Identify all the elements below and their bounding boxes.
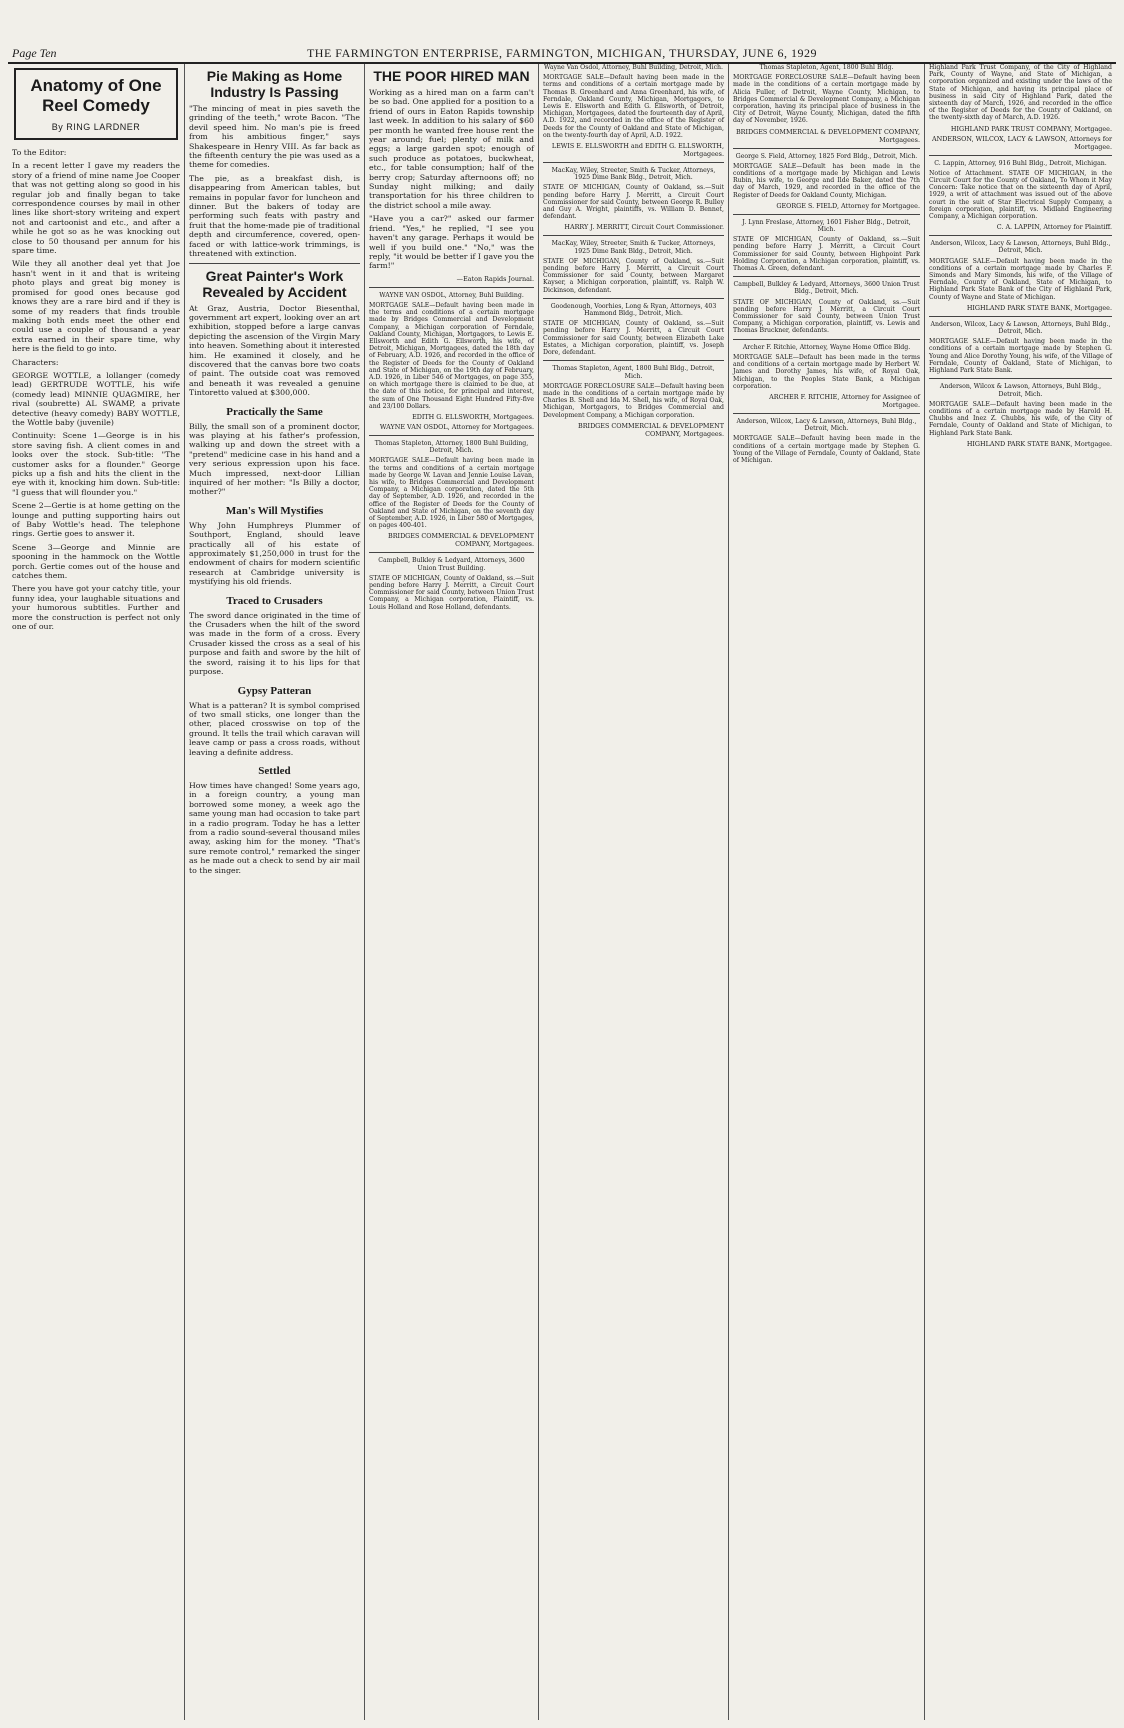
subhead: Gypsy Patteran <box>237 684 312 697</box>
legal-signature: HIGHLAND PARK STATE BANK, Mortgagee. <box>966 439 1112 448</box>
legal-signature: GEORGE S. FIELD, Attorney for Mortgagee. <box>776 201 920 210</box>
subhead: Traced to Crusaders <box>226 594 323 607</box>
legal-notice: MORTGAGE SALE—Default having been made in the conditions of a certain mortgage made by Stephen G. Young of the Village of Ferndale, County of Oakland, State of Michigan. <box>733 435 920 464</box>
paragraph: There you have got your catchy title, your funny idea, your laughable situations and your humorous subtitles. Further and more the construction is perfect not only one of our. <box>12 584 180 632</box>
paragraph: Why John Humphreys Plummer of Southport, England, should leave practically all of his estate of approximately $1,250,000 in trust for the endowment of chairs for modern scientific research at Cambridge university is mystifying his old friends. <box>189 520 360 587</box>
legal-signature: LEWIS E. ELLSWORTH and EDITH G. ELLSWORTH, Mortgagees. <box>551 142 724 159</box>
headline: Pie Making as Home Industry Is Passing <box>206 68 343 100</box>
legal-notice: MORTGAGE SALE—Default having been made in the conditions of a certain mortgage made by Stephen G. Young and Alice Dorothy Young, his wife, of the Village of Ferndale, County of Oakland, State of Michigan, to Highland Park State Bank. <box>929 338 1112 375</box>
legal-notice-heading: Anderson, Wilcox & Lawson, Attorneys, Buhl Bldg., Detroit, Mich. <box>939 383 1102 398</box>
divider <box>929 155 1112 156</box>
legal-signature: EDITH G. ELLSWORTH, Mortgagees. <box>412 412 534 421</box>
divider <box>543 235 724 236</box>
legal-notice: MORTGAGE FORECLOSURE SALE—Default having been made in the conditions of a certain mortgage made by Alicia Fuller, of Detroit, Wayne County, Michigan, to Bridges Commercial & Development Company, a Michigan corporation, having its principal place of business in the City of Detroit, Wayne County, Michigan, dated the fifth day of November, 1926. <box>733 74 920 125</box>
divider <box>929 235 1112 236</box>
column-2 <box>184 64 364 1720</box>
paragraph: "The mincing of meat in pies saveth the grinding of the teeth," wrote Bacon. "The devil speed him. No man's pie is freed from his ambitious finger," says Shakespeare in Henry VIII. As far back as the fifteenth century the pie was used as a theme for comedies. <box>189 104 360 170</box>
headline: THE POOR HIRED MAN <box>373 68 530 84</box>
paragraph: Billy, the small son of a prominent doctor, was playing at his father's profession, walking up and down the street with a "pretend" medicine case in his hand and a very serious expression upon his face. Much impressed, next-door Lillian inquired of her mother: "Is Billy a doctor, mother?" <box>189 421 360 497</box>
legal-notice-heading: George S. Field, Attorney, 1825 Ford Bldg., Detroit, Mich. <box>735 152 918 160</box>
paragraph: Wile they all another deal yet that Joe hasn't went in it and that is writeing photo plays and great big money is promised for good ones because god knows they are a rare bird and if they is some of my readers that finds trouble making both ends meet the other end could use a couple of thousand a year extra earned in their spare time, why here is the field to go into. <box>12 259 180 354</box>
paragraph: Scene 3—George and Minnie are spooning in the hammock on the Wottle porch. Gertie comes out of the house and catches them. <box>12 542 180 581</box>
legal-notice: STATE OF MICHIGAN, County of Oakland, ss.—Suit pending before Harry J. Merritt, a Circuit Court Commissioner for said County, between Margaret Kayser, a Michigan corporation, plaintiff, vs. Ralph W. Dickinson, defendant. <box>543 257 724 294</box>
legal-signature: HARRY J. MERRITT, Circuit Court Commissioner. <box>564 223 724 232</box>
legal-notice-heading: J. Lynn Freslase, Attorney, 1601 Fisher Bldg., Detroit, Mich. <box>742 218 911 234</box>
legal-notice: Notice of Attachment. STATE OF MICHIGAN, in the Circuit Court for the County of Oakland, To Whom it May Concern: Take notice that on the sixteenth day of April, 1929, a writ of attachment was issued out of the above court in the suit of Star Electrical Supply Company, a foreign corporation, plaintiff, vs. Midland Engineering Company, a Michigan corporation. <box>929 169 1112 221</box>
subhead: Settled <box>258 764 291 777</box>
legal-notice-heading: Thomas Stapleton, Agent, 1800 Buhl Bldg., Detroit, Mich. <box>552 365 715 380</box>
legal-notice: STATE OF MICHIGAN, County of Oakland, ss.—Suit pending before Harry J. Merritt, a Circuit Court Commissioner for said County, between Union Trust Company, a Michigan corporation, plaintiff, vs. Lewis and Thomas Bruckner, defendants. <box>733 298 920 335</box>
column-4 <box>538 64 728 1720</box>
legal-notice-heading: Anderson, Wilcox, Lacy & Lawson, Attorneys, Buhl Bldg., Detroit, Mich. <box>930 320 1111 336</box>
divider <box>733 148 920 149</box>
divider <box>543 162 724 163</box>
legal-signature: BRIDGES COMMERCIAL & DEVELOPMENT COMPANY, Mortgagees. <box>388 532 534 549</box>
legal-notice-heading: Archer F. Ritchie, Attorney, Wayne Home Office Bldg. <box>742 343 911 351</box>
paragraph: The pie, as a breakfast dish, is disappearing from American tables, but remains in popular favor for luncheon and dinner. But the bakers of today are performing such feats with pastry and fruit that the home-made pie of traditional depth and circumference, covered, open-faced or with lattice-work trimmings, is threatened with extinction. <box>189 173 360 259</box>
legal-notice: STATE OF MICHIGAN, County of Oakland, ss.—Suit pending before Harry J. Merritt, a Circuit Court Commissioner for said County, between George R. Bulley and Guy A. Wright, plaintiffs, vs. William D. Bennet, defendant. <box>543 184 724 221</box>
legal-notice-heading: MacKay, Wiley, Streeter, Smith & Tucker, Attorneys, 1925 Dime Bank Bldg., Detroit, Mich. <box>551 167 716 182</box>
legal-signature: HIGHLAND PARK TRUST COMPANY, Mortgagee. <box>950 124 1112 133</box>
legal-notice: Highland Park Trust Company, of the City of Highland Park, County of Wayne, and State of Michigan, a corporation organized and existing under the laws of the State of Michigan, and having its principal place of business in said City of Highland Park, dated the sixteenth day of March, 1926, and recorded in the office of the Register of Deeds for the County of Oakland, on the twenty-sixth day of March, A.D. 1926. <box>929 64 1112 122</box>
legal-signature: C. A. LAPPIN, Attorney for Plaintiff. <box>996 223 1112 232</box>
legal-notice: MORTGAGE SALE—Default having been made in the conditions of a certain mortgage made by Harold H. Chubbs and Inez Z. Chubbs, his wife, of the City of Ferndale, County of Oakland and State of Michigan, to Highland Park State Bank. <box>929 400 1112 437</box>
legal-notice: MORTGAGE SALE—Default having been made in the terms and conditions of a certain mortgage made by George W. Lavan and Jennie Louise Lavan, his wife, to Bridges Commercial and Development Company, a Michigan corporation, dated the 5th day of September, A.D. 1926, and recorded in the office of the Register of Deeds for the County of Oakland and State of Michigan, on the seventh day of September, A.D. 1926, in Liber 580 of Mortgages, on pages 400-401. <box>369 457 534 530</box>
paragraph: Continuity: Scene 1—George is in his store saving fish. A client comes in and looks over the stock. Sub-title: "The customer asks for a flounder." George picks up a fish and hits the client in the eye with it, knocking him down. Sub-title: "I guess that will flounder you." <box>12 431 180 497</box>
legal-notice-heading: Campbell, Bulkley & Ledyard, Attorneys, 3600 Union Trust Building. <box>378 557 525 572</box>
masthead <box>8 40 1116 64</box>
article-title-box <box>14 68 178 140</box>
legal-signature: BRIDGES COMMERCIAL & DEVELOPMENT COMPANY, Mortgagees. <box>735 127 920 144</box>
divider <box>733 276 920 277</box>
paragraph: "Have you a car?" asked our farmer friend. "Yes," he replied, "I see you haven't any garage. Perhaps it would be well if you build one." "No," was the reply, "it would be better if I gave you the farm!" <box>369 214 534 271</box>
headline: Great Painter's Work Revealed by Accident <box>202 267 347 300</box>
legal-notice: MORTGAGE SALE—Default having been made in the terms and conditions of a certain mortgage made by Bridges Commercial and Development Company, a Michigan corporation of Ferndale, Oakland County, Michigan, Mortgagors, to Lewis E. Ellsworth and Edith G. Ellsworth, his wife, of Detroit, Michigan, Mortgagees, dated the 18th day of February, A.D. 1926, and recorded in the office of the Register of Deeds for the County of Oakland and State of Michigan, on the 19th day of February, A.D. 1926, in Liber 546 of Mortgages, on page 355, on which mortgage there is claimed to be due, at the date of this notice, for principal and interest, the sum of One Thousand Eight Hundred Fifty-five and 23/100 Dollars. <box>369 301 534 410</box>
legal-notice-heading: MacKay, Wiley, Streeter, Smith & Tucker, Attorneys, 1925 Dime Bank Bldg., Detroit, Mich. <box>551 240 716 255</box>
divider <box>733 339 920 340</box>
column-3 <box>364 64 538 1720</box>
legal-notice: MORTGAGE SALE—Default having been made in the conditions of a certain mortgage made by Charles F. Simonds and Mary Simonds, his wife, of the Village of Ferndale, County of Oakland, State of Michigan, to Highland Park State Bank of the City of Highland Park, County of Wayne and State of Michigan. <box>929 257 1112 301</box>
column-6 <box>924 64 1116 1720</box>
legal-notice: MORTGAGE SALE—Default has been made in the conditions of a mortgage made by Michigan and Lewis Rubin, his wife, to George and Ilde Baker, dated the 7th day of March, 1929, and recorded in the office of the Register of Deeds for Oakland County, Michigan. <box>733 162 920 199</box>
divider <box>733 413 920 414</box>
subhead: Practically the Same <box>226 405 323 418</box>
source-credit: —Eaton Rapids Journal. <box>456 274 534 283</box>
subhead: Man's Will Mystifies <box>225 504 324 517</box>
legal-notice-heading: Wayne Van Osdol, Attorney, Buhl Building, Detroit, Mich. <box>544 64 723 71</box>
legal-notice: MORTGAGE SALE—Default has been made in the terms and conditions of a certain mortgage made by Herbert W. James and Dorothy James, his wife, of Royal Oak, Michigan, to the Peoples State Bank, a Michigan corporation. <box>733 353 920 390</box>
legal-notice: STATE OF MICHIGAN, County of Oakland, ss.—Suit pending before Harry J. Merritt, a Circuit Court Commissioner for said County, between Elizabeth Lake Estates, a Michigan corporation, plaintiff, vs. Joseph Dore, defendant. <box>543 320 724 357</box>
masthead-line: THE FARMINGTON ENTERPRISE, FARMINGTON, MICHIGAN, THURSDAY, JUNE 6, 1929 <box>306 46 818 60</box>
paragraph: The sword dance originated in the time of the Crusaders when the hilt of the sword was made in the form of a cross. Every Crusader kissed the cross as a seal of his purpose and faith and swore by the hilt of the sword, raising it to his lips for that purpose. <box>189 610 360 677</box>
paragraph: Scene 2—Gertie is at home getting on the lounge and putting supporting hairs out of Baby Wottle's head. The telephone rings. Gertie goes to answer it. <box>12 501 180 539</box>
legal-notice-heading: Goodenough, Voorhies, Long & Ryan, Attorneys, 403 Hammond Bldg., Detroit, Mich. <box>550 302 717 318</box>
legal-notice-heading: WAYNE VAN OSDOL, Attorney, Buhl Building. <box>379 291 524 299</box>
legal-notice-heading: Campbell, Bulkley & Ledyard, Attorneys, 3600 Union Trust Bldg., Detroit, Mich. <box>733 281 920 296</box>
legal-notice-heading: Anderson, Wilcox, Lacy & Lawson, Attorneys, Buhl Bldg., Detroit, Mich. <box>736 417 917 433</box>
paragraph: In a recent letter I gave my readers the story of a friend of mine name Joe Cooper that was not getting along so good in his regular job and finally began to take correspondence courses by mail in other lines like short-story writeing and expert not and cartoonist and etc., and after a while he got so as he was knocking out close to 50 thousand per annum for his spare time. <box>12 161 180 256</box>
paragraph: What is a patteran? It is symbol comprised of two small sticks, one longer than the other, placed crosswise on top of the ground. It tells the trail which caravan will leave camp or pass a cross roads, without leaving a definite address. <box>189 700 360 757</box>
legal-signature: ANDERSON, WILCOX, LACY & LAWSON, Attorneys for Mortgagee. <box>931 134 1112 151</box>
divider <box>189 263 360 264</box>
legal-signature: WAYNE VAN OSDOL, Attorney for Mortgagees. <box>379 422 534 431</box>
legal-notice: STATE OF MICHIGAN, County of Oakland, ss.—Suit pending before Harry J. Merritt, a Circuit Court Commissioner for said County, between Union Trust Company, a Michigan corporation, Plaintiff, vs. Louis Holland and Rose Holland, defendants. <box>369 574 534 611</box>
page-number: Page Ten <box>12 46 57 60</box>
divider <box>543 298 724 299</box>
legal-signature: HIGHLAND PARK STATE BANK, Mortgagee. <box>966 303 1112 312</box>
article-title: Anatomy of One Reel Comedy <box>30 76 162 115</box>
divider <box>733 214 920 215</box>
legal-notice-heading: Anderson, Wilcox, Lacy & Lawson, Attorneys, Buhl Bldg., Detroit, Mich. <box>930 240 1111 255</box>
divider <box>543 360 724 361</box>
paragraph: How times have changed! Some years ago, in a foreign country, a young man borrowed some money, a week ago the same young man had occasion to take part in a radio program. Today he has a letter from a radio sound-several thousand miles away, asking him for the money. "That's sure remote control," remarked the singer as he made out a check to send by air mail to the singer. <box>189 780 360 875</box>
divider <box>369 552 534 553</box>
byline: By RING LARDNER <box>51 122 141 132</box>
salutation: To the Editor: <box>12 148 67 157</box>
legal-notice-heading: Thomas Stapleton, Agent, 1800 Buhl Bldg. <box>759 64 894 71</box>
legal-notice: STATE OF MICHIGAN, County of Oakland, ss.—Suit pending before Harry J. Merritt, a Circuit Court Commissioner for said County, between Highpoint Park Holding Corporation, a Michigan corporation, plaintiff, vs. Thomas A. Green, defendant. <box>733 236 920 273</box>
characters-label: Characters: <box>12 357 59 367</box>
column-1 <box>8 64 184 1720</box>
column-5 <box>728 64 924 1720</box>
characters-list: GEORGE WOTTLE, a lollanger (comedy lead) GERTRUDE WOTTLE, his wife (comedy lead) MINNIE QUAGMIRE, her rival (soubrette) AL SWAMP, a private detective (heavy comedy) BABY WOTTLE, the Wottle baby (juvenile) <box>12 370 180 427</box>
divider <box>929 316 1112 317</box>
divider <box>929 378 1112 379</box>
legal-notice-heading: Thomas Stapleton, Attorney, 1800 Buhl Building, Detroit, Mich. <box>374 439 529 455</box>
paragraph: At Graz, Austria, Doctor Biesenthal, government art expert, looking over an art exhibition, stopped before a large canvas depicting the ascension of the Virgin Mary into heaven. Something about it interested him. He examined it closely, and he discovered that the canvas bore two coats of paint. The outside coat was removed and beneath it was revealed a genuine Tintoretto valued at $300,000. <box>189 303 360 398</box>
divider <box>369 435 534 436</box>
legal-signature: ARCHER F. RITCHIE, Attorney for Assignee of Mortgagee. <box>769 392 920 409</box>
legal-notice: MORTGAGE FORECLOSURE SALE—Default having been made in the conditions of a certain mortgage made by Charles B. Shell and Ida M. Shell, his wife, of Royal Oak, Michigan, Mortgagors, to Bridges Commercial and Development Company, a Michigan corporation. <box>543 382 724 419</box>
divider <box>369 287 534 288</box>
legal-notice-heading: C. Lappin, Attorney, 916 Buhl Bldg., Detroit, Michigan. <box>934 159 1107 167</box>
legal-signature: BRIDGES COMMERCIAL & DEVELOPMENT COMPANY, Mortgagees. <box>578 421 724 438</box>
paragraph: Working as a hired man on a farm can't be so bad. One applied for a position to a friend of ours in Eaton Rapids township last week. In addition to his salary of $60 per month he wanted free house rent the year around; fuel; plenty of milk and eggs; a large garden spot; enough of such produce as potatoes, buckwheat, etc., for table consumption; half of the berry crop; Saturday afternoons off; no Sunday night milking; and daily transportation for his three children to the district school a mile away. <box>369 88 534 210</box>
legal-notice: MORTGAGE SALE—Default having been made in the terms and conditions of a certain mortgage made by Thomas B. Greenhard and Anna Greenhard, his wife, of Ferndale, Oakland County, Michigan, Mortgagors, to Lewis E. Ellsworth and Edith G. Ellsworth, of Detroit, Michigan, Mortgagees, dated the fourteenth day of April, A.D. 1922, and recorded in the office of the Register of Deeds for the County of Oakland and State of Michigan, on the twenty-fourth day of April, A.D. 1922. <box>543 74 724 139</box>
